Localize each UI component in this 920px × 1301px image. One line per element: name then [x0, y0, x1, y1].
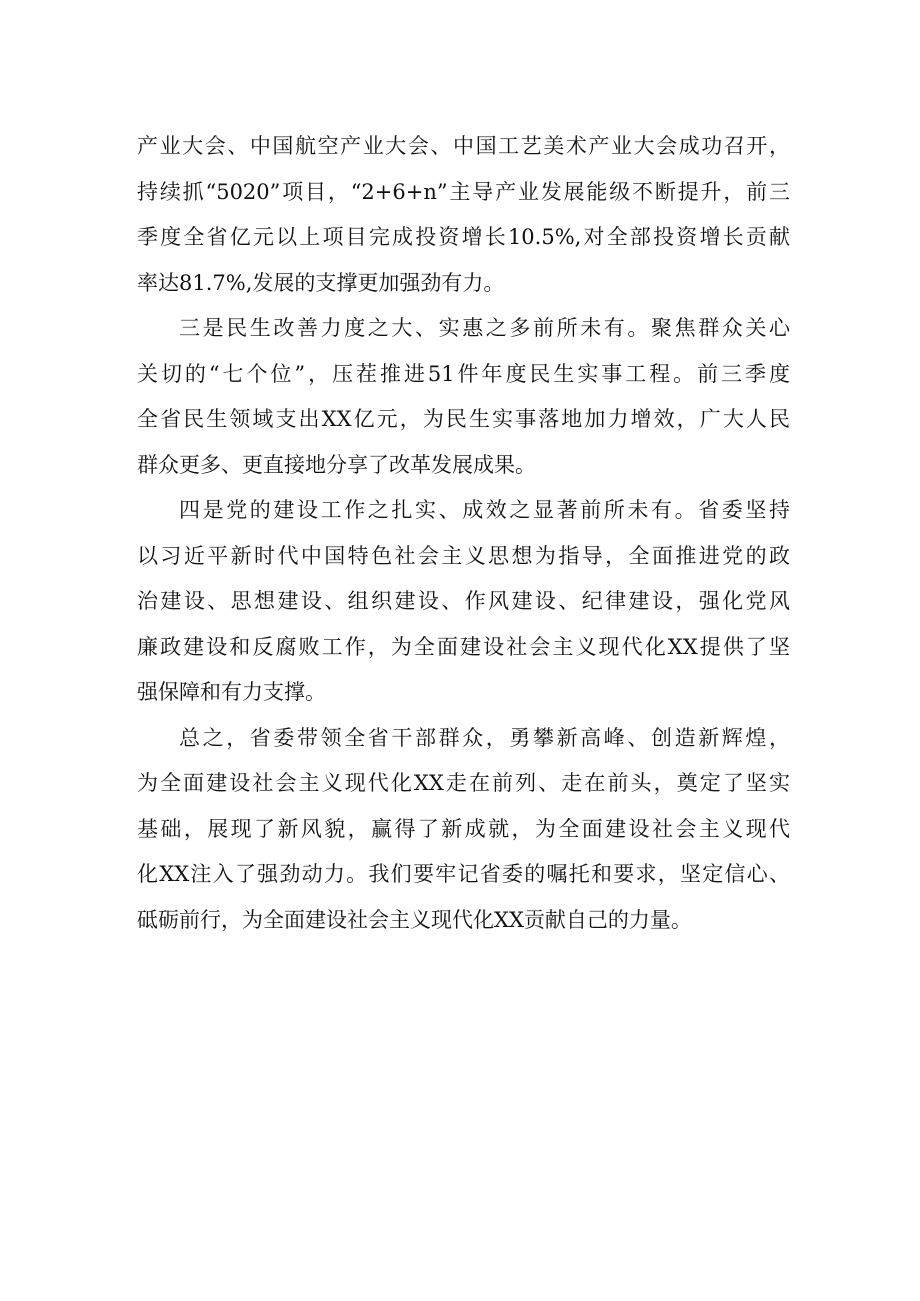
- text-line: 基础，展现了新风貌，赢得了新成就，为全面建设社会主义现代: [137, 816, 790, 841]
- text-line: 为全面建设社会主义现代化XX走在前列、走在前头，奠定了坚实: [137, 771, 790, 795]
- text-line: 化XX注入了强劲动力。我们要牢记省委的嘱托和要求，坚定信心、: [137, 862, 790, 886]
- text-line: 三是民生改善力度之大、实惠之多前所未有。聚焦群众关心: [179, 316, 790, 340]
- text-line: 产业大会、中国航空产业大会、中国工艺美术产业大会成功召开，: [137, 134, 790, 158]
- paragraph-continued: [137, 124, 790, 306]
- text-line: 季度全省亿元以上项目完成投资增长10.5%,对全部投资增长贡献: [137, 225, 790, 249]
- text-line: 砥砺前行，为全面建设社会主义现代化XX贡献自己的力量。: [137, 907, 692, 932]
- text-line: 治建设、思想建设、组织建设、作风建设、纪律建设，强化党风: [137, 589, 790, 613]
- paragraph-summary: [137, 716, 790, 944]
- paragraph-livelihood: [137, 306, 790, 488]
- text-line: 强保障和有力支撑。: [137, 680, 326, 704]
- text-line: 关切的“七个位”，压茬推进51件年度民生实事工程。前三季度: [137, 361, 790, 386]
- text-line: 全省民生领域支出XX亿元，为民生实事落地加力增效，广大人民: [137, 407, 790, 431]
- text-line: 群众更多、更直接地分享了改革发展成果。: [137, 452, 536, 477]
- text-line: 持续抓“5020”项目，“2+6+n”主导产业发展能级不断提升，前三: [137, 179, 790, 204]
- paragraph-party-building: [137, 488, 790, 716]
- text-line: 率达81.7%,发展的支撑更加强劲有力。: [137, 270, 505, 295]
- text-line: 总之，省委带领全省干部群众，勇攀新高峰、创造新辉煌，: [179, 725, 790, 750]
- document-body: [137, 124, 790, 943]
- text-line: 四是党的建设工作之扎实、成效之显著前所未有。省委坚持: [179, 498, 790, 522]
- text-line: 廉政建设和反腐败工作，为全面建设社会主义现代化XX提供了坚: [137, 634, 790, 659]
- text-line: 以习近平新时代中国特色社会主义思想为指导，全面推进党的政: [137, 543, 790, 568]
